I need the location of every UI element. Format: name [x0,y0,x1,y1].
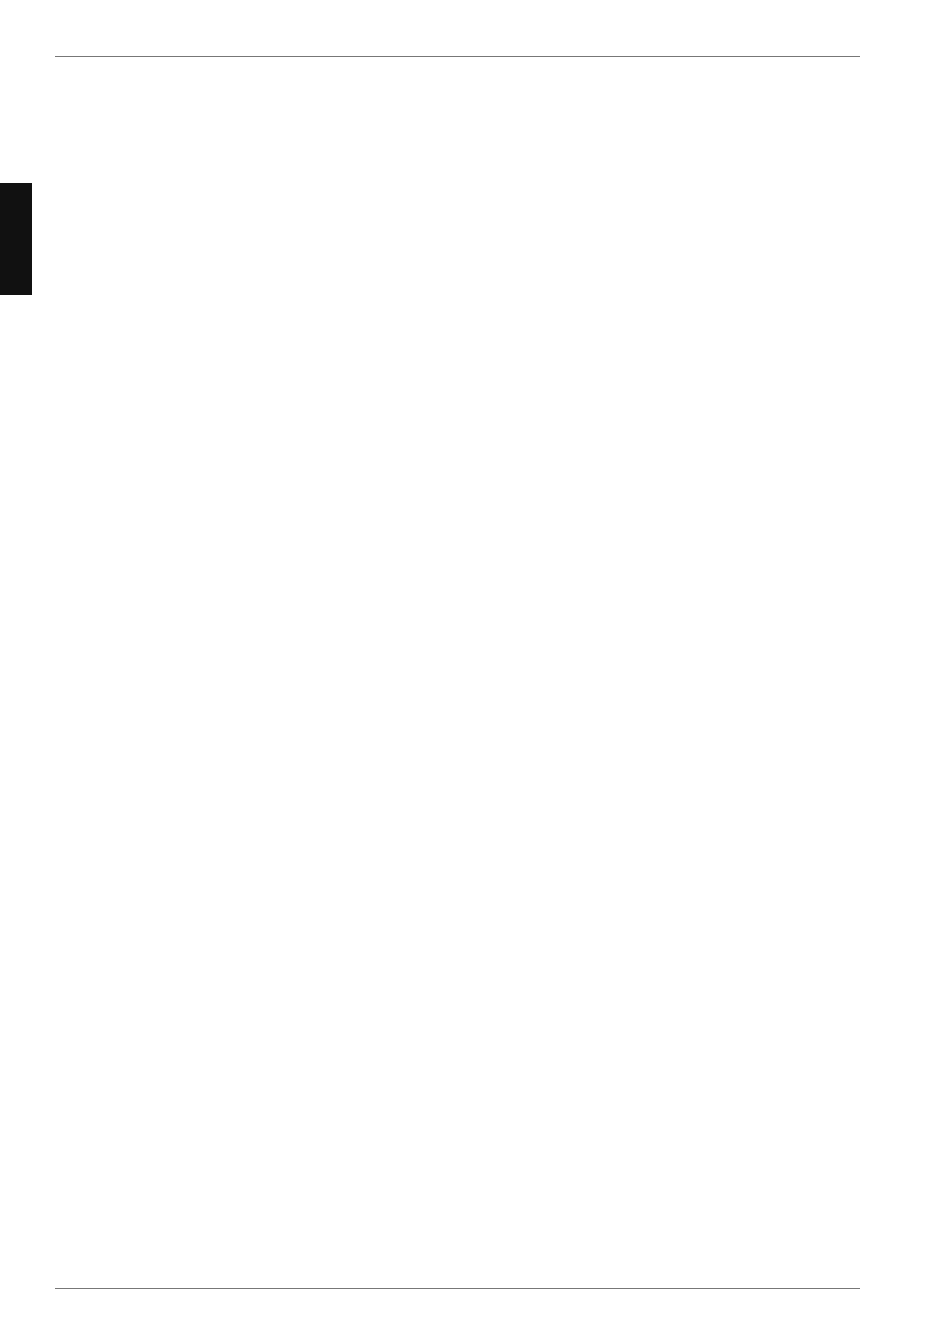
chapter-heading [55,90,65,122]
language-side-tab [0,183,32,295]
header-rule [55,56,860,57]
footer-rule [55,1288,860,1289]
